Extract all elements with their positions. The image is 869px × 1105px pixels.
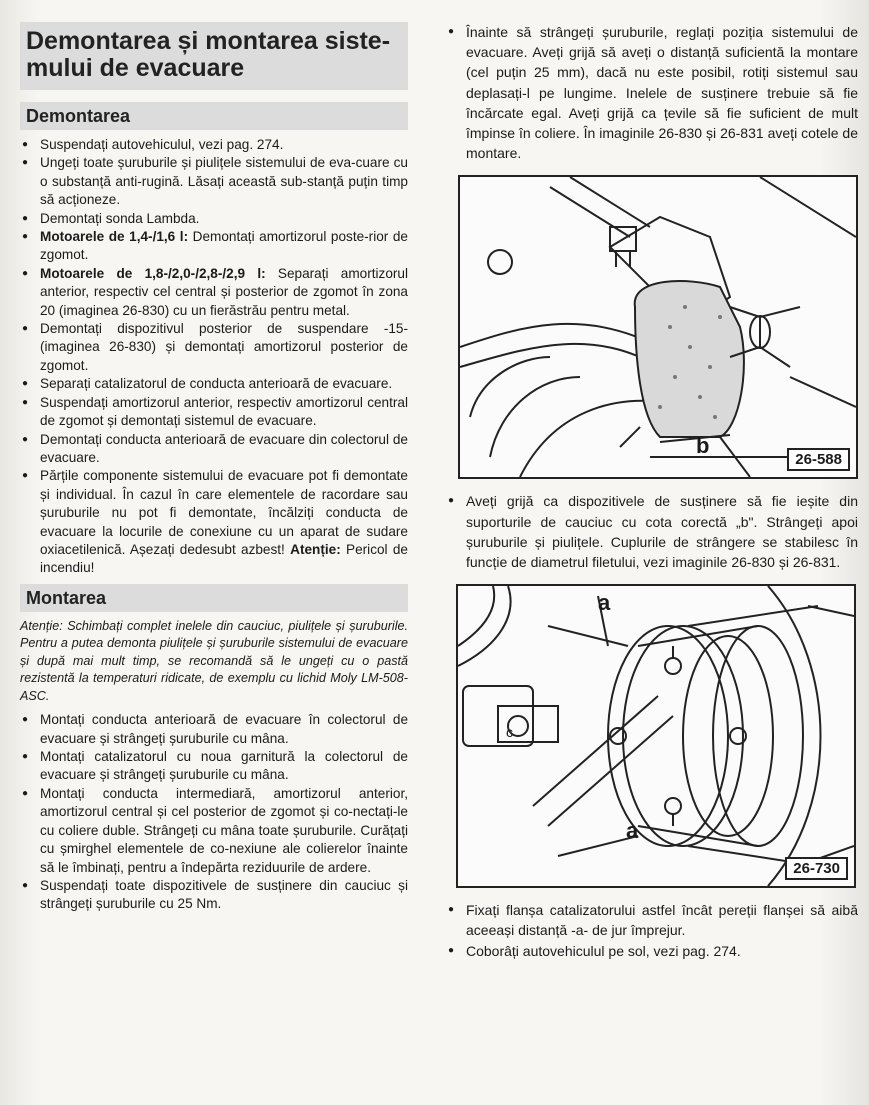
section-heading-demontare: Demontarea [20, 102, 408, 130]
list-item: ● Suspendați amortizorul anterior, respectiv amortizorul central de zgomot și demontați sistemul de evacuare. [20, 394, 408, 431]
list-item: ● Separați catalizatorul de conducta anterioară de evacuare. [20, 375, 408, 393]
left-column [20, 22, 408, 914]
warning-note: Atenție: Schimbați complet inelele din cauciuc, piulițele și șuruburile. Pentru a putea demonta piulițele și șuruburile sistemului de evacuare și după mai mult timp, se recomandă să le ungeți cu o pastă rezistentă la temperaturi ridicate, de exemplu cu lichid Moly LM-508-ASC. [20, 618, 408, 703]
list-item: ● Montați catalizatorul cu noua garnitură la colectorul de evacuare și strângeți șuruburile cu mâna. [20, 748, 408, 785]
right-column [444, 22, 858, 961]
list-item: ● Demontați conducta anterioară de evacuare din colectorul de evacuare. [20, 431, 408, 468]
list-item: ● Aveți grijă ca dispozitivele de susținere să fie ieșite din suporturile de cauciuc cu cota corectă „b". Strângeți apoi șuruburile și piulițele. Cuplurile de strângere se stabilesc în funcție de diametrul filetului, vezi imaginile 26-830 și 26-831. [444, 491, 858, 572]
catalyst-flange-illustration [458, 586, 854, 886]
section-heading-montare: Montarea [20, 584, 408, 612]
list-item: ● Suspendați toate dispozitivele de susținere din cauciuc și strângeți șuruburile cu 25 Nm. [20, 877, 408, 914]
montare-list [20, 711, 408, 913]
item-text: Pericol de incendiu! [40, 541, 408, 576]
right-list-bottom [444, 900, 858, 961]
right-list-mid [444, 491, 858, 572]
list-item: ● Demontați sonda Lambda. [20, 210, 408, 228]
engine-label: Motoarele de 1,8-/2,0-/2,8-/2,9 l: [40, 265, 266, 281]
list-item [20, 265, 408, 320]
right-list-top [444, 22, 858, 163]
item-text: Părțile componente sistemului de evacuare pot fi demontate și individual. În cazul în care elementele de racordare sau șuruburile nu pot fi demontate, încălziți conducta de evacuare la locurile de conexiune cu un aparat de sudare oxiacetilenică. Așezați dedesubt azbest! [40, 468, 408, 557]
dimension-letter-b: b [696, 433, 710, 459]
demontare-list [20, 136, 408, 578]
item-text: Demontați amortizorul poste-rior de zgomot. [40, 229, 408, 263]
item-text: Separați amortizorul anterior, respectiv cel central și posterior de zgomot în zona 20 (imaginea 26-830) cu un fierăstrău pentru metal. [40, 265, 409, 318]
list-item: ● Fixați flanșa catalizatorului astfel încât pereții flanșei să aibă aceeași distanță -a- de jur împrejur. [444, 900, 858, 940]
figure-26-588 [458, 175, 858, 479]
figure-26-730 [456, 584, 856, 888]
list-item: ● Înainte să strângeți șuruburile, reglați poziția sistemului de evacuare. Aveți grijă să aveți o distanță suficientă la montare (cel puțin 25 mm), dacă nu este posibil, rotiți sistemul sau deplasați-l pe lungime. Inelele de susținere trebuie să fie încărcate egal. Aveți grijă ca țevile să fie suficient de mult împinse în coliere. În imaginile 26-830 și 26-831 aveți cotele de montare. [444, 22, 858, 163]
dimension-letter-a-bottom: a [626, 818, 639, 844]
list-item: ● Demontați dispozitivul posterior de suspendare -15- (imaginea 26-830) și demontați amortizorul posterior de zgomot. [20, 320, 408, 375]
list-item: ● Coborâți autovehiculul pe sol, vezi pag. 274. [444, 941, 858, 961]
page-title: Demontarea și montarea siste-mului de evacuare [20, 22, 408, 90]
warning-label: Atenție: [290, 541, 341, 557]
list-item: ● Ungeți toate șuruburile și piulițele sistemului de eva-cuare cu o substanță anti-rugină. Lăsați această sub-stanță puțin timp să acționeze. [20, 154, 408, 209]
engine-label: Motoarele de 1,4-/1,6 l: [40, 229, 189, 245]
list-item: ● Montați conducta intermediară, amortizorul anterior, amortizorul central și cel posterior de zgomot și co-nectați-le cu coliere duble. Strângeți cu mâna toate șuruburile. Curățați cu șmirghel elementele de co-nexiune ale colierelor înainte să le îmbinați, pentru a îndepărta reziduurile de ardere. [20, 785, 408, 877]
list-item: ● Montați conducta anterioară de evacuare în colectorul de evacuare și strângeți șuruburile cu mâna. [20, 711, 408, 748]
dimension-letter-a-top: a [598, 590, 611, 616]
label-c: c [506, 724, 513, 741]
figure-label: 26-730 [785, 857, 848, 880]
list-item [20, 228, 408, 265]
list-item: ● Suspendați autovehiculul, vezi pag. 274. [20, 136, 408, 154]
list-item [20, 467, 408, 577]
exhaust-mount-illustration [460, 177, 856, 477]
figure-label: 26-588 [787, 448, 850, 471]
